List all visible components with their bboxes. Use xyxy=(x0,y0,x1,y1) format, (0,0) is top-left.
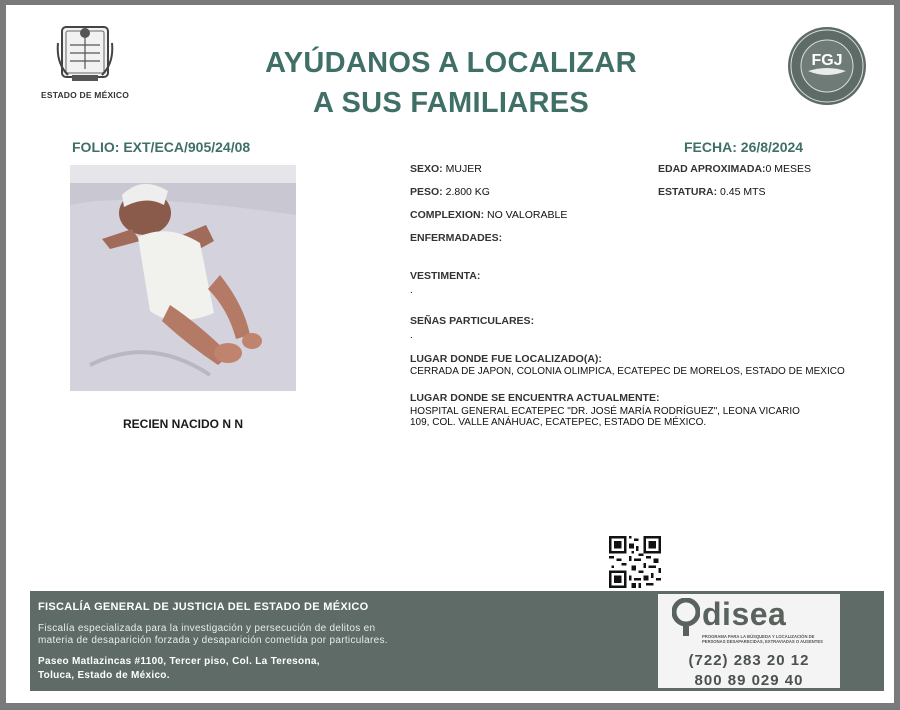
fgj-seal-text: FGJ xyxy=(811,52,843,69)
senas-value: . xyxy=(410,330,413,341)
footer-desc-line-2: materia de desaparición forzada y desaparición cometida por particulares. xyxy=(38,635,388,646)
phone-number-1[interactable]: (722) 283 20 12 xyxy=(688,652,810,669)
estatura-label: ESTATURA: xyxy=(658,186,718,198)
sexo-label: SEXO: xyxy=(410,163,443,175)
page-title xyxy=(186,43,716,123)
fecha xyxy=(684,139,803,155)
senas-label: SEÑAS PARTICULARES: xyxy=(410,315,535,327)
fecha-label: FECHA: xyxy=(684,139,737,155)
disea-wordmark: disea xyxy=(702,596,787,632)
footer-title: FISCALÍA GENERAL DE JUSTICIA DEL ESTADO DE MÉXICO xyxy=(38,601,369,613)
footer-addr-line-1: Paseo Matlazincas #1100, Tercer piso, Col. La Teresona, xyxy=(38,656,320,667)
photo-caption: RECIEN NACIDO N N xyxy=(122,417,243,431)
sexo-value: MUJER xyxy=(445,163,482,175)
title-line-2: A SUS FAMILIARES xyxy=(312,87,590,119)
fecha-value: 26/8/2024 xyxy=(740,139,804,155)
localizado-value: CERRADA DE JAPON, COLONIA OLIMPICA, ECATEPEC DE MORELOS, ESTADO DE MEXICO xyxy=(410,366,845,377)
state-seal-icon xyxy=(56,23,114,85)
disea-pin-icon xyxy=(672,598,700,636)
fgj-seal xyxy=(786,25,868,112)
title-line-1: AYÚDANOS A LOCALIZAR xyxy=(265,47,637,79)
actual-value-line-2: 109, COL. VALLE ANÁHUAC, ECATEPEC, ESTADO DE MÉXICO. xyxy=(410,417,707,428)
localizado-label: LUGAR DONDE FUE LOCALIZADO(A): xyxy=(410,353,602,365)
state-seal xyxy=(34,23,136,100)
complexion-label: COMPLEXION: xyxy=(410,209,485,221)
footer-addr-line-2: Toluca, Estado de México. xyxy=(38,670,170,681)
edad-field xyxy=(658,163,811,175)
actual-value-line-1: HOSPITAL GENERAL ECATEPEC "DR. JOSÉ MARÍA RODRÍGUEZ", LEONA VICARIO xyxy=(410,406,800,417)
vestimenta-value: . xyxy=(410,285,413,296)
complexion-value: NO VALORABLE xyxy=(487,209,568,221)
state-label: ESTADO DE MÉXICO xyxy=(40,90,130,100)
edad-label: EDAD APROXIMADA: xyxy=(658,163,766,175)
peso-field xyxy=(410,186,490,198)
qr-code-icon[interactable] xyxy=(609,536,661,588)
footer-address xyxy=(38,655,468,683)
folio-value: EXT/ECA/905/24/08 xyxy=(123,139,251,155)
peso-label: PESO: xyxy=(410,186,443,198)
actual-label: LUGAR DONDE SE ENCUENTRA ACTUALMENTE: xyxy=(410,392,660,404)
folio xyxy=(72,139,250,155)
poster xyxy=(6,5,894,703)
estatura-field xyxy=(658,186,766,198)
peso-value: 2.800 KG xyxy=(445,186,490,198)
edad-value: 0 MESES xyxy=(765,163,812,175)
sexo-field xyxy=(410,163,482,175)
footer-description xyxy=(38,623,468,647)
phone-number-2[interactable]: 800 89 029 40 xyxy=(694,672,804,689)
fgj-seal-icon xyxy=(786,25,868,107)
person-photo xyxy=(70,165,296,391)
folio-label: FOLIO: xyxy=(72,139,120,155)
footer-banner xyxy=(30,591,884,691)
disea-panel xyxy=(658,594,840,688)
enfermedades-field xyxy=(410,232,502,244)
complexion-field xyxy=(410,209,567,221)
estatura-value: 0.45 MTS xyxy=(720,186,766,198)
footer-desc-line-1: Fiscalía especializada para la investigación y persecución de delitos en xyxy=(38,623,376,634)
disea-subtitle: PROGRAMA PARA LA BÚSQUEDA Y LOCALIZACIÓN DE PERSONAS DESAPARECIDAS, EXTRAVIADAS O AUSENTES xyxy=(702,634,823,644)
vestimenta-label: VESTIMENTA: xyxy=(410,270,481,282)
enfermedades-label: ENFERMADADES: xyxy=(410,232,503,244)
newborn-photo-illustration xyxy=(70,165,296,391)
